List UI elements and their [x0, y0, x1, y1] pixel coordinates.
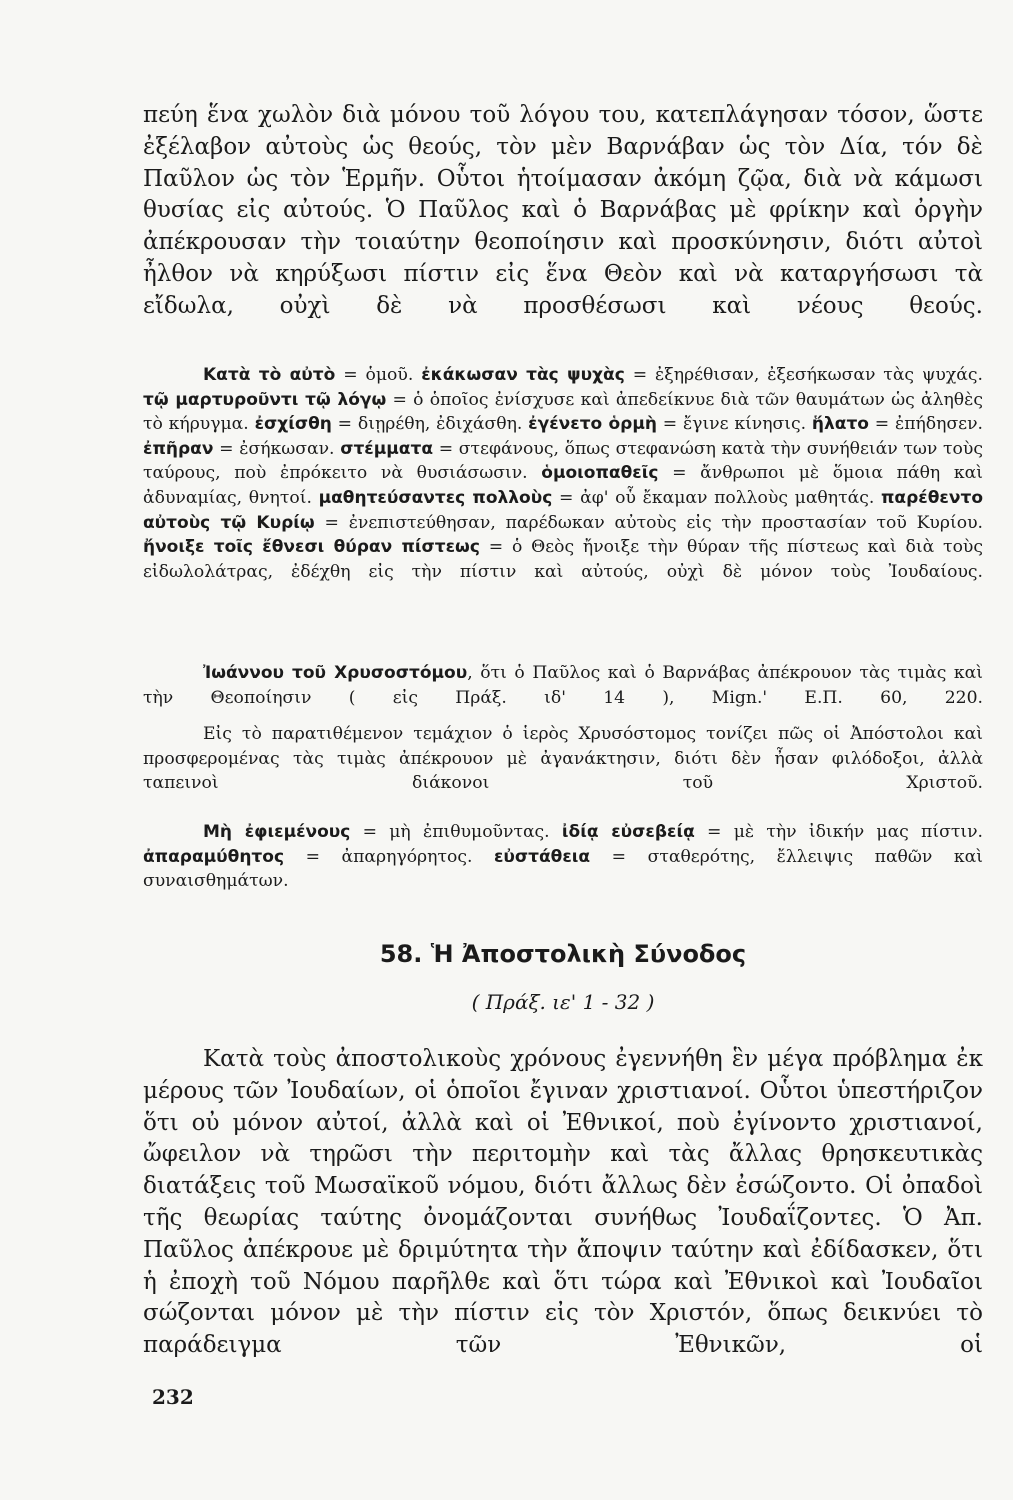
section-paragraph — [143, 1044, 983, 1362]
gloss-definition: = ὁ Θεὸς ἤνοιξε τὴν θύραν τῆς πίστεως καὶ διὰ τοὺς εἰδωλολάτρας, ἐδέχθη εἰς τὴν πίστιν καὶ αὐτούς, οὐχὶ δὲ μόνον τοὺς Ἰουδαίους. — [143, 537, 983, 582]
gloss-term: ὁμοιοπαθεῖς — [541, 463, 659, 484]
gloss-definition: = ἐσήκωσαν. — [213, 438, 341, 459]
gloss-definition: = μὲ τὴν ἰδικήν μας πίστιν. — [694, 822, 983, 842]
citation-block — [143, 661, 983, 710]
gloss-term: ἰδίᾳ εὐσεβείᾳ — [561, 822, 695, 842]
page-number: 232 — [152, 1385, 194, 1409]
opening-paragraph-text: πεύη ἕνα χωλὸν διὰ μόνου τοῦ λόγου του, κατεπλάγησαν τόσον, ὥστε ἐξέλαβον αὐτοὺς ὡς θεούς, τὸν μὲν Βαρνάβαν ὡς τὸν Δία, τόν δὲ Παῦλον ὡς τὸν Ἑρμῆν. Οὗτοι ἡτοίμασαν ἀκόμη ζῷα, διὰ νὰ κάμωσι θυσίας εἰς αὐτούς. Ὁ Παῦλος καὶ ὁ Βαρνάβας μὲ φρίκην καὶ ὀργὴν ἀπέκρουσαν τὴν τοιαύτην θεοποίησιν καὶ προσκύνησιν, διότι αὐτοὶ ἦλθον νὰ κηρύξωσι πίστιν εἰς ἕνα Θεὸν καὶ νὰ καταργήσωσι τὰ εἴδωλα, οὐχὶ δὲ νὰ προσθέσωσι καὶ νέους θεούς. — [143, 102, 983, 319]
gloss-term: εὐστάθεια — [493, 846, 591, 867]
gloss-term: ἐπῆραν — [143, 438, 214, 459]
gloss-definition: = ὁμοῦ. — [335, 365, 422, 385]
gloss-term: Μὴ ἐφιεμένους — [203, 822, 351, 842]
gloss-definition: = ἀφ' οὗ ἔκαμαν πολλοὺς μαθητάς. — [552, 487, 881, 508]
citation-text: , ὅτι ὁ Παῦλος καὶ ὁ Βαρνάβας ἀπέκρουον τὰς τιμὰς καὶ τὴν Θεοποίησιν ( εἰς Πράξ. ιδ' 14 ), Mign.' Ε.Π. 60, 220. — [143, 663, 983, 708]
gloss-definition: = ἀπαρηγόρητος. — [284, 846, 494, 867]
gloss-term: ἐγένετο ὁρμὴ — [528, 414, 657, 435]
opening-paragraph — [143, 100, 983, 323]
gloss-term: στέμματα — [340, 438, 433, 459]
gloss-definition: = μὴ ἐπιθυμοῦντας. — [350, 822, 562, 842]
section-reference: ( Πράξ. ιε' 1 - 32 ) — [471, 990, 655, 1014]
gloss-definition: = ἄνθρωποι μὲ ὅμοια πάθη καὶ ἀδυναμίας, θνητοί. — [143, 463, 983, 508]
gloss-term: ἀπαραμύθητος — [143, 846, 285, 867]
commentary-block — [143, 722, 983, 796]
gloss-term: τῷ μαρτυροῦντι τῷ λόγῳ — [143, 389, 387, 410]
commentary-text: Εἰς τὸ παρατιθέμενον τεμάχιον ὁ ἱερὸς Χρυσόστομος τονίζει πῶς οἱ Ἀπόστολοι καὶ προσφερομένας τὰς τιμὰς ἀπέκρουον μὲ ἀγανάκτησιν, διότι δὲν ἦσαν φιλόδοξοι, ἀλλὰ ταπεινοὶ διάκονοι τοῦ Χριστοῦ. — [143, 724, 983, 794]
gloss-term: παρέθεντο αὐτοὺς τῷ Κυρίῳ — [143, 487, 983, 533]
gloss-term: Κατὰ τὸ αὐτὸ — [203, 365, 336, 385]
gloss-definition: = διῃρέθη, ἐδιχάσθη. — [331, 414, 529, 435]
gloss-term: ἐκάκωσαν τὰς ψυχὰς — [421, 365, 625, 385]
gloss-definition: = σταθερότης, ἔλλειψις παθῶν καὶ συναισθημάτων. — [143, 846, 983, 892]
glossary-block-1 — [143, 363, 983, 584]
gloss-definition: = ὁ ὁποῖος ἐνίσχυσε καὶ ἀπεδείκνυε διὰ τῶν θαυμάτων ὡς ἀληθὲς τὸ κήρυγμα. — [143, 389, 983, 435]
gloss-term: μαθητεύσαντες πολλοὺς — [318, 487, 553, 508]
gloss-term: ἤνοιξε τοῖς ἔθνεσι θύραν πίστεως — [143, 537, 480, 558]
gloss-definition: = ἐξηρέθισαν, ἐξεσήκωσαν τὰς ψυχάς. — [624, 365, 983, 385]
section-paragraph-text: Κατὰ τοὺς ἀποστολικοὺς χρόνους ἐγεννήθη ἓν μέγα πρόβλημα ἐκ μέρους τῶν Ἰουδαίων, οἱ ὁποῖοι ἔγιναν χριστιανοί. Οὗτοι ὑπεστήριζον ὅτι οὐ μόνον αὐτοί, ἀλλὰ καὶ οἱ Ἐθνικοί, ποὺ ἐγίνοντο χριστιανοί, ὤφειλον νὰ τηρῶσι τὴν περιτομὴν καὶ τὰς ἄλλας θρησκευτικὰς διατάξεις τοῦ Μωσαϊκοῦ νόμου, διότι ἄλλως δὲν ἐσώζοντο. Οἱ ὀπαδοὶ τῆς θεωρίας ταύτης ὀνομάζονται συνήθως Ἰουδαΐζοντες. Ὁ Ἀπ. Παῦλος ἀπέκρουε μὲ δριμύτητα τὴν ἄποψιν ταύτην καὶ ἐδίδασκεν, ὅτι ἡ ἐποχὴ τοῦ Νόμου παρῆλθε καὶ ὅτι τώρα καὶ Ἐθνικοὶ καὶ Ἰουδαῖοι σώζονται μόνον μὲ τὴν πίστιν εἰς τὸν Χριστόν, ὅπως δεικνύει τὸ παράδειγμα τῶν Ἐθνικῶν, οἱ — [143, 1046, 983, 1359]
gloss-definition: = ἐνεπιστεύθησαν, παρέδωκαν αὐτοὺς εἰς τὴν προστασίαν τοῦ Κυρίου. — [314, 512, 983, 533]
gloss-definition: = ἐπήδησεν. — [869, 414, 984, 435]
gloss-term: ἐσχίσθη — [254, 414, 332, 435]
gloss-definition: = στεφάνους, ὅπως στεφανώση κατὰ τὴν συνήθειάν των τοὺς ταύρους, ποὺ ἐπρόκειτο νὰ θυσιάσωσιν. — [143, 438, 983, 484]
citation-author: Ἰωάννου τοῦ Χρυσοστόμου — [203, 663, 468, 683]
section-title: 58. Ἡ Ἀποστολικὴ Σύνοδος — [379, 940, 747, 968]
glossary-block-2 — [143, 820, 983, 894]
gloss-term: ἥλατο — [811, 414, 869, 435]
gloss-definition: = ἔγινε κίνησις. — [656, 414, 812, 435]
